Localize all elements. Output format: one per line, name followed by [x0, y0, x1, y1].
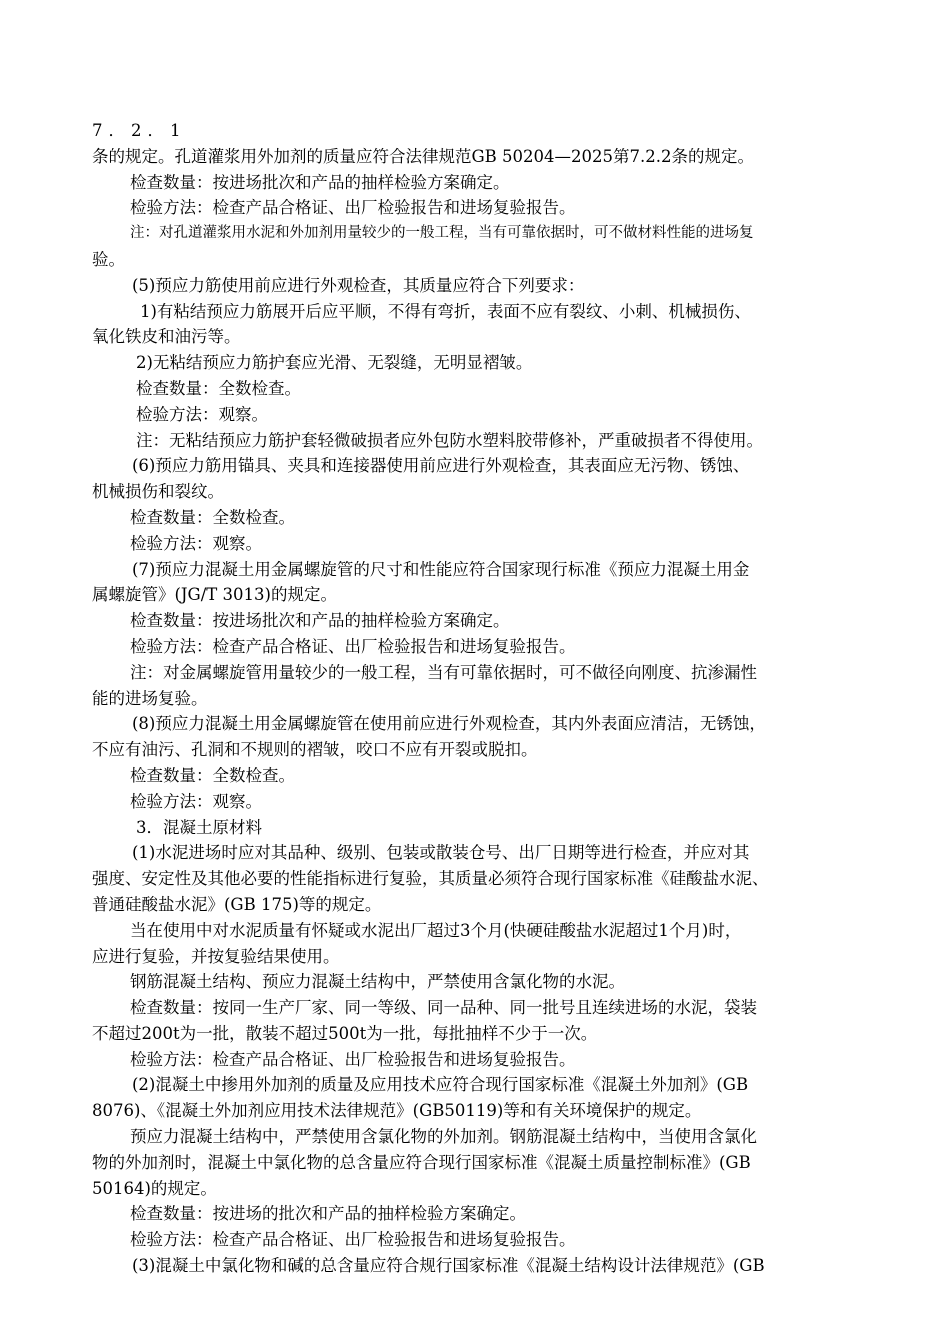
text-line: 检验方法：检查产品合格证、出厂检验报告和进场复验报告。 [130, 198, 576, 218]
text-line: 注：无粘结预应力筋护套轻微破损者应外包防水塑料胶带修补，严重破损者不得使用。 [136, 430, 763, 450]
text-line: 1)有粘结预应力筋展开后应平顺，不得有弯折，表面不应有裂纹、小刺、机械损伤、 [140, 301, 751, 321]
text-line: 普通硅酸盐水泥》(GB 175)等的规定。 [92, 894, 382, 914]
text-line: 检验方法：检查产品合格证、出厂检验报告和进场复验报告。 [130, 636, 576, 656]
text-line: (3)混凝土中氯化物和碱的总含量应符合规行国家标准《混凝土结构设计法律规范》(GB [132, 1256, 765, 1276]
text-line: 注：对孔道灌浆用水泥和外加剂用量较少的一般工程，当有可靠依据时，可不做材料性能的进场复 [130, 225, 754, 242]
text-line: 注：对金属螺旋管用量较少的一般工程，当有可靠依据时，可不做径向刚度、抗渗漏性 [130, 662, 757, 682]
text-line: 50164)的规定。 [92, 1178, 217, 1198]
text-line: 检查数量：按进场批次和产品的抽样检验方案确定。 [130, 611, 510, 631]
text-line: 强度、安定性及其他必要的性能指标进行复验，其质量必须符合现行国家标准《硅酸盐水泥、 [92, 869, 769, 889]
text-line: 检查数量：按同一生产厂家、同一等级、同一品种、同一批号且连续进场的水泥，袋装 [130, 998, 757, 1018]
text-line: (1)水泥进场时应对其品种、级别、包装或散装仓号、出厂日期等进行检查，并应对其 [132, 843, 750, 863]
text-line: (6)预应力筋用锚具、夹具和连接器使用前应进行外观检查，其表面应无污物、锈蚀、 [132, 456, 750, 476]
text-line: 应进行复验，并按复验结果使用。 [92, 946, 340, 966]
text-line: 能的进场复验。 [92, 688, 208, 708]
text-line: 氧化铁皮和油污等。 [92, 327, 241, 347]
text-line: 检验方法：观察。 [130, 533, 262, 553]
text-line: 机械损伤和裂纹。 [92, 482, 224, 502]
text-line: 检查数量：全数检查。 [130, 507, 295, 527]
text-line: 检查数量：按进场的批次和产品的抽样检验方案确定。 [130, 1204, 526, 1224]
text-line: 3．混凝土原材料 [136, 817, 262, 837]
text-line: 检验方法：检查产品合格证、出厂检验报告和进场复验报告。 [130, 1230, 576, 1250]
text-line: 物的外加剂时，混凝土中氯化物的总含量应符合现行国家标准《混凝土质量控制标准》(GB [92, 1152, 751, 1172]
text-line: 检查数量：全数检查。 [136, 378, 301, 398]
text-line: 当在使用中对水泥质量有怀疑或水泥出厂超过3个月(快硬硅酸盐水泥超过1个月)时， [130, 920, 742, 940]
section-number: 7．2．1 [92, 121, 187, 140]
text-line: 检查数量：按进场批次和产品的抽样检验方案确定。 [130, 172, 510, 192]
text-line: (7)预应力混凝土用金属螺旋管的尺寸和性能应符合国家现行标准《预应力混凝土用金 [132, 559, 750, 579]
text-line: (5)预应力筋使用前应进行外观检查，其质量应符合下列要求： [132, 275, 585, 295]
text-line: 条的规定。孔道灌浆用外加剂的质量应符合法律规范GB 50204—2025第7.2.2条的规定。 [92, 146, 755, 166]
text-line: 检验方法：检查产品合格证、出厂检验报告和进场复验报告。 [130, 1049, 576, 1069]
text-line: 检查数量：全数检查。 [130, 765, 295, 785]
text-line: 不超过200t为一批，散装不超过500t为一批，每批抽样不少于一次。 [92, 1023, 598, 1043]
text-line: 2)无粘结预应力筋护套应光滑、无裂缝，无明显褶皱。 [136, 353, 533, 373]
text-line: 钢筋混凝土结构、预应力混凝土结构中，严禁使用含氯化物的水泥。 [130, 972, 625, 992]
text-line: 检验方法：观察。 [136, 404, 268, 424]
text-line: 验。 [92, 249, 125, 269]
text-line: 属螺旋管》(JG/T 3013)的规定。 [92, 585, 337, 605]
text-line: 8076)、《混凝土外加剂应用技术法律规范》(GB50119)等和有关环境保护的规定。 [92, 1101, 702, 1121]
text-line: 检验方法：观察。 [130, 791, 262, 811]
document-page [92, 118, 862, 1279]
text-line: (8)预应力混凝土用金属螺旋管在使用前应进行外观检查，其内外表面应清洁，无锈蚀， [132, 714, 766, 734]
text-line: (2)混凝土中掺用外加剂的质量及应用技术应符合现行国家标准《混凝土外加剂》(GB [132, 1075, 749, 1095]
text-line: 不应有油污、孔洞和不规则的褶皱，咬口不应有开裂或脱扣。 [92, 740, 538, 760]
text-line: 预应力混凝土结构中，严禁使用含氯化物的外加剂。钢筋混凝土结构中，当使用含氯化 [130, 1127, 757, 1147]
